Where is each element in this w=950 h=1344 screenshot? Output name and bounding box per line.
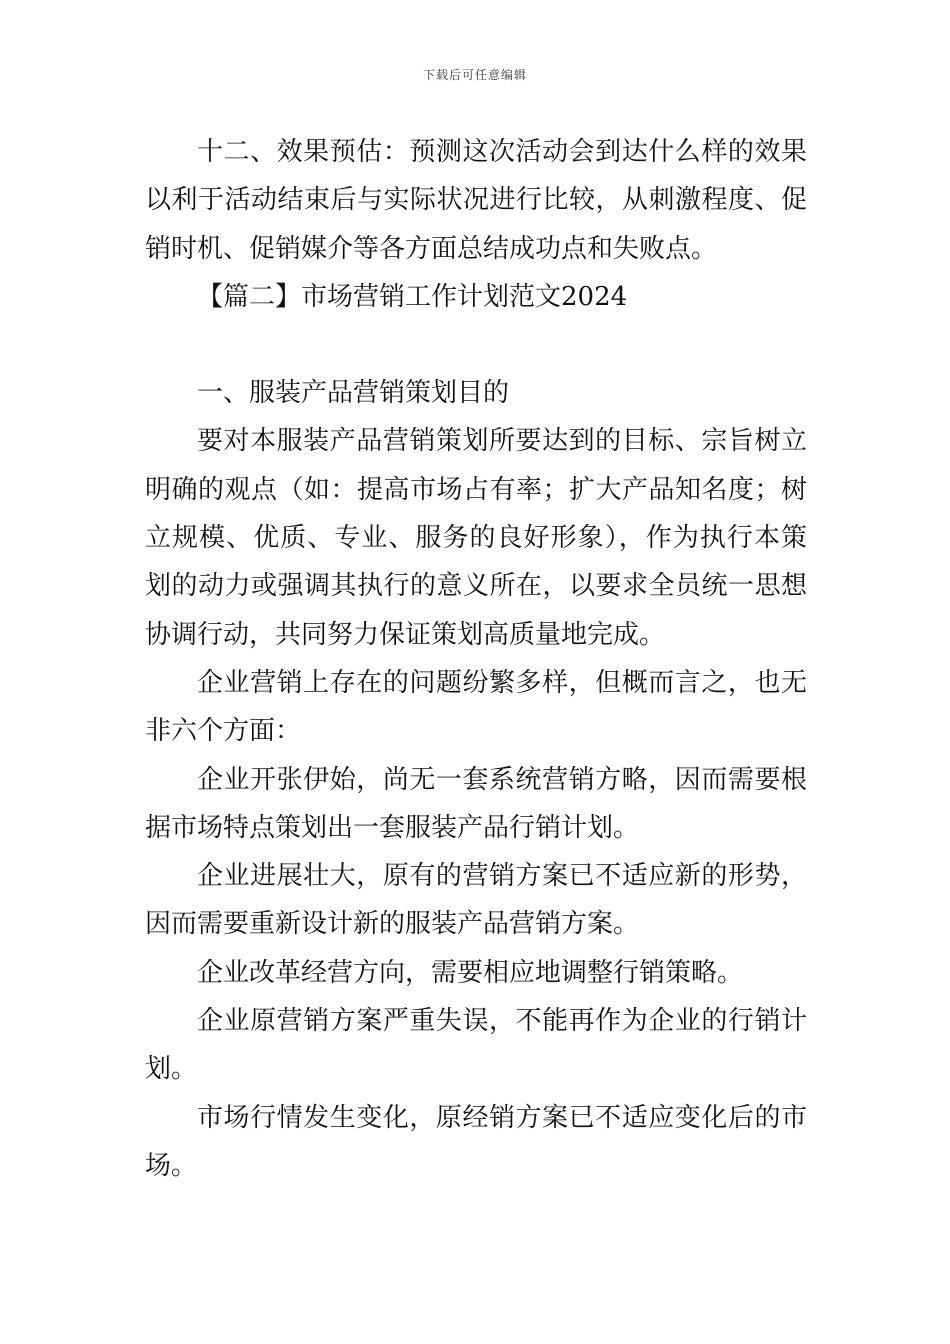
- paragraph-problem-4: 企业原营销方案严重失误，不能再作为企业的行销计划。: [145, 1006, 807, 1085]
- document-body: [145, 128, 807, 1190]
- paragraph-problems-intro: 企业营销上存在的问题纷繁多样，但概而言之，也无非六个方面：: [145, 667, 807, 747]
- paragraph-problem-5: 市场行情发生变化，原经销方案已不适应变化后的市场。: [145, 1102, 807, 1181]
- paragraph-purpose-detail: 要对本服装产品营销策划所要达到的目标、宗旨树立明确的观点（如：提高市场占有率；扩大产品知名度；树立规模、优质、专业、服务的良好形象），作为执行本策划的动力或强调其执行的意义所在，以要求全员统一思想协调行动，共同努力保证策划高质量地完成。: [145, 426, 807, 650]
- paragraph-effect-estimate: 十二、效果预估：预测这次活动会到达什么样的效果以利于活动结束后与实际状况进行比较，从刺激程度、促销时机、促销媒介等各方面总结成功点和失败点。: [145, 137, 807, 264]
- section-title: 【篇二】市场营销工作计划范文2024: [197, 281, 628, 312]
- paragraph-problem-1: 企业开张伊始，尚无一套系统营销方略，因而需要根据市场特点策划出一套服装产品行销计划。: [145, 764, 807, 843]
- paragraph-problem-3: 企业改革经营方向，需要相应地调整行销策略。: [197, 957, 744, 988]
- page-header: 下载后可任意编辑: [422, 68, 527, 82]
- paragraph-problem-2: 企业进展壮大，原有的营销方案已不适应新的形势，因而需要重新设计新的服装产品营销方案。: [145, 861, 807, 940]
- heading-marketing-purpose: 一、服装产品营销策划目的: [197, 378, 510, 409]
